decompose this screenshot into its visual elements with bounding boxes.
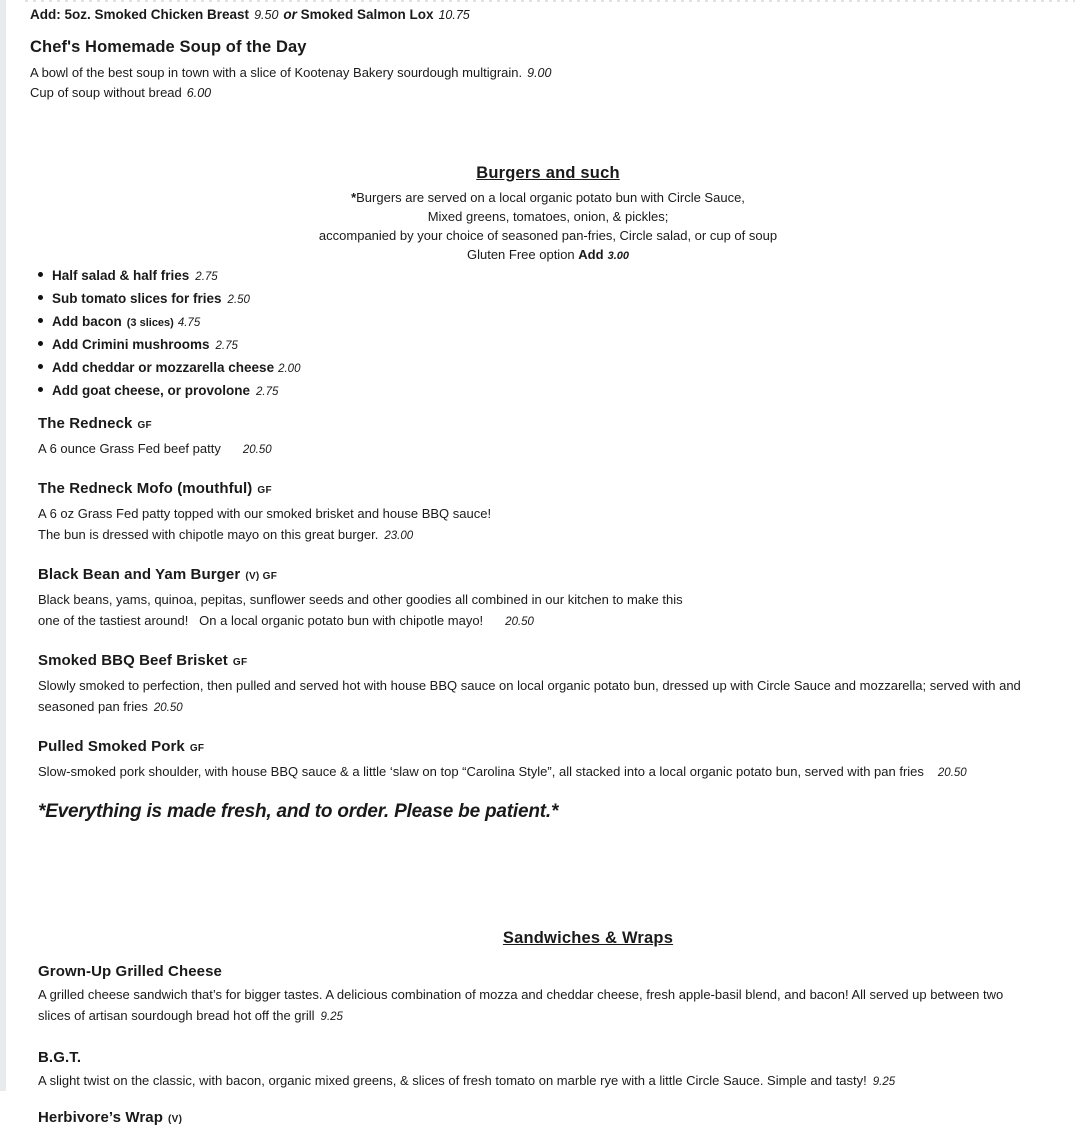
- item-name: [38, 962, 1066, 981]
- item-name: [38, 414, 1066, 435]
- gluten-free-add-label: Add: [578, 247, 604, 262]
- option-item-crimini: [38, 337, 1066, 360]
- item-name-text: Grown-Up Grilled Cheese: [38, 963, 222, 980]
- option-label: Add goat cheese, or provolone: [52, 383, 251, 398]
- option-price: 2.50: [227, 294, 250, 306]
- item-desc-line: A grilled cheese sandwich that’s for bigger tastes. A delicious combination of mozza and cheddar cheese, fresh apple-basil blend, and bacon! All served up between two: [38, 987, 1004, 1002]
- soup-section-title: Chef's Homemade Soup of the Day: [30, 38, 307, 56]
- item-description: [38, 438, 1066, 461]
- option-price: 4.75: [177, 317, 201, 329]
- item-price: 20.50: [937, 767, 967, 779]
- item-name-text: B.G.T.: [38, 1049, 82, 1066]
- item-dietary-tag: GF: [257, 485, 272, 496]
- option-label: Add bacon: [52, 314, 122, 329]
- menu-item-the-redneck: [38, 414, 1066, 461]
- item-desc-line: seasoned pan fries: [38, 699, 148, 714]
- item-desc-line: Slowly smoked to perfection, then pulled and served hot with house BBQ sauce on local organic potato bun, dressed up with Circle Sauce and mozzarella; served with and: [38, 678, 1021, 693]
- freshness-notice: *Everything is made fresh, and to order. Please be patient.*: [38, 801, 559, 822]
- item-description: [38, 984, 1066, 1028]
- burgers-section-header: [30, 163, 1066, 266]
- bullet-icon: [38, 387, 43, 392]
- option-price: 2.75: [215, 340, 238, 352]
- burgers-intro-line-3: accompanied by your choice of seasoned pan-fries, Circle salad, or cup of soup: [318, 228, 778, 243]
- menu-item-black-bean-yam: [38, 565, 1066, 633]
- soup-cup-price: 6.00: [186, 86, 212, 100]
- option-label: Add Crimini mushrooms: [52, 337, 210, 352]
- item-desc-line: A 6 ounce Grass Fed beef patty: [38, 441, 221, 456]
- option-item-half-salad: [38, 268, 1066, 291]
- item-dietary-tag: GF: [232, 657, 248, 668]
- item-desc-line: A slight twist on the classic, with bacon, organic mixed greens, & slices of fresh tomato on marble rye with a little Circle Sauce. Simple and tasty!: [38, 1073, 867, 1088]
- option-price: 2.75: [256, 386, 279, 398]
- item-description: [38, 1070, 1066, 1093]
- option-item-cheddar-mozzarella: [38, 360, 1066, 383]
- bullet-icon: [38, 272, 43, 277]
- soup-cup-line: [30, 83, 1066, 103]
- item-price: 9.25: [872, 1076, 896, 1088]
- item-name-text: Herbivore’s Wrap: [38, 1109, 163, 1126]
- addon-chicken-label: Add: 5oz. Smoked Chicken Breast: [30, 7, 250, 22]
- item-price: 9.25: [320, 1011, 343, 1023]
- menu-item-grown-up-grilled-cheese: [38, 962, 1066, 1028]
- item-name: [38, 651, 1066, 672]
- gluten-free-label: Gluten Free option: [466, 247, 575, 262]
- burger-options-list: [30, 268, 1066, 406]
- option-item-goat-cheese: [38, 383, 1066, 406]
- addon-conjunction: or: [283, 7, 297, 22]
- option-item-add-bacon: [38, 314, 1066, 337]
- sandwiches-section-header: [30, 928, 1066, 948]
- intro-text-1: Burgers are served on a local organic potato bun with Circle Sauce,: [356, 190, 745, 205]
- option-label: Sub tomato slices for fries: [52, 291, 222, 306]
- item-price: 20.50: [505, 616, 534, 628]
- option-item-sub-tomato: [38, 291, 1066, 314]
- sandwiches-section-title: Sandwiches & Wraps: [502, 929, 674, 947]
- burgers-section-title: Burgers and such: [476, 164, 620, 182]
- option-note: (3 slices): [126, 317, 174, 329]
- clipped-previous-line-remnant: [25, 0, 1075, 2]
- menu-item-pulled-smoked-pork: [38, 737, 1066, 784]
- item-price: 23.00: [384, 530, 414, 542]
- item-price: 20.50: [153, 702, 183, 714]
- bullet-icon: [38, 318, 43, 323]
- option-price: 2.75: [195, 271, 218, 283]
- item-name: [38, 565, 1066, 586]
- menu-item-redneck-mofo: [38, 479, 1066, 547]
- item-name-text: The Redneck Mofo (mouthful): [38, 480, 253, 497]
- item-name-text: Pulled Smoked Pork: [38, 738, 185, 755]
- option-price: 2.00: [278, 363, 301, 375]
- intro-asterisk: *: [351, 190, 357, 205]
- item-desc-line: The bun is dressed with chipotle mayo on this great burger.: [38, 527, 379, 542]
- item-dietary-tag: (V) GF: [245, 571, 278, 582]
- bullet-icon: [38, 364, 43, 369]
- addon-salmon-label: Smoked Salmon Lox: [300, 7, 434, 22]
- item-description: [38, 675, 1066, 719]
- bullet-icon: [38, 295, 43, 300]
- item-dietary-tag: GF: [137, 420, 152, 431]
- addon-salmon-price: 10.75: [438, 8, 470, 22]
- item-desc-line: Slow-smoked pork shoulder, with house BBQ sauce & a little ‘slaw on top “Carolina Style”, all stacked into a local organic potato bun, served with pan fries: [38, 764, 924, 779]
- soup-cup-text: Cup of soup without bread: [30, 85, 182, 100]
- menu-item-bbq-beef-brisket: [38, 651, 1066, 719]
- item-description: [38, 589, 1066, 633]
- item-name-text: The Redneck: [38, 415, 133, 432]
- item-name: [38, 1048, 1066, 1067]
- burgers-intro-line-2: Mixed greens, tomatoes, onion, & pickles;: [427, 209, 669, 224]
- addons-line: [30, 7, 1066, 23]
- item-desc-line: Black beans, yams, quinoa, pepitas, sunflower seeds and other goodies all combined in our kitchen to make this: [38, 592, 683, 607]
- item-desc-line: slices of artisan sourdough bread hot off the grill: [38, 1008, 315, 1023]
- bullet-icon: [38, 341, 43, 346]
- item-description: [38, 503, 1066, 547]
- option-label: Half salad & half fries: [52, 268, 190, 283]
- menu-item-bgt: [38, 1048, 1066, 1093]
- item-desc-line: one of the tastiest around! On a local organic potato bun with chipotle mayo!: [38, 613, 484, 628]
- item-description: [38, 761, 1066, 784]
- burgers-intro: [30, 188, 1066, 266]
- soup-bowl-price: 9.00: [527, 66, 552, 80]
- item-name: [38, 737, 1066, 758]
- item-name-text: Black Bean and Yam Burger: [38, 566, 241, 583]
- soup-bowl-text: A bowl of the best soup in town with a slice of Kootenay Bakery sourdough multigrain.: [30, 65, 523, 80]
- burgers-intro-line-1: [30, 188, 1066, 207]
- option-label: Add cheddar or mozzarella cheese: [52, 360, 275, 375]
- addon-chicken-price: 9.50: [254, 8, 279, 22]
- gluten-free-price: 3.00: [607, 250, 629, 262]
- item-name: [38, 1108, 1066, 1129]
- item-desc-line: A 6 oz Grass Fed patty topped with our smoked brisket and house BBQ sauce!: [38, 506, 492, 521]
- menu-item-herbivores-wrap: [38, 1108, 1066, 1129]
- item-price: 20.50: [242, 444, 272, 456]
- item-name: [38, 479, 1066, 500]
- burgers-gluten-free-line: [30, 245, 1066, 266]
- item-dietary-tag: GF: [189, 743, 205, 754]
- page-left-edge-strip: [0, 0, 6, 1091]
- item-dietary-tag: (V): [167, 1114, 183, 1125]
- soup-description-line: [30, 63, 1066, 83]
- item-name-text: Smoked BBQ Beef Brisket: [38, 652, 228, 669]
